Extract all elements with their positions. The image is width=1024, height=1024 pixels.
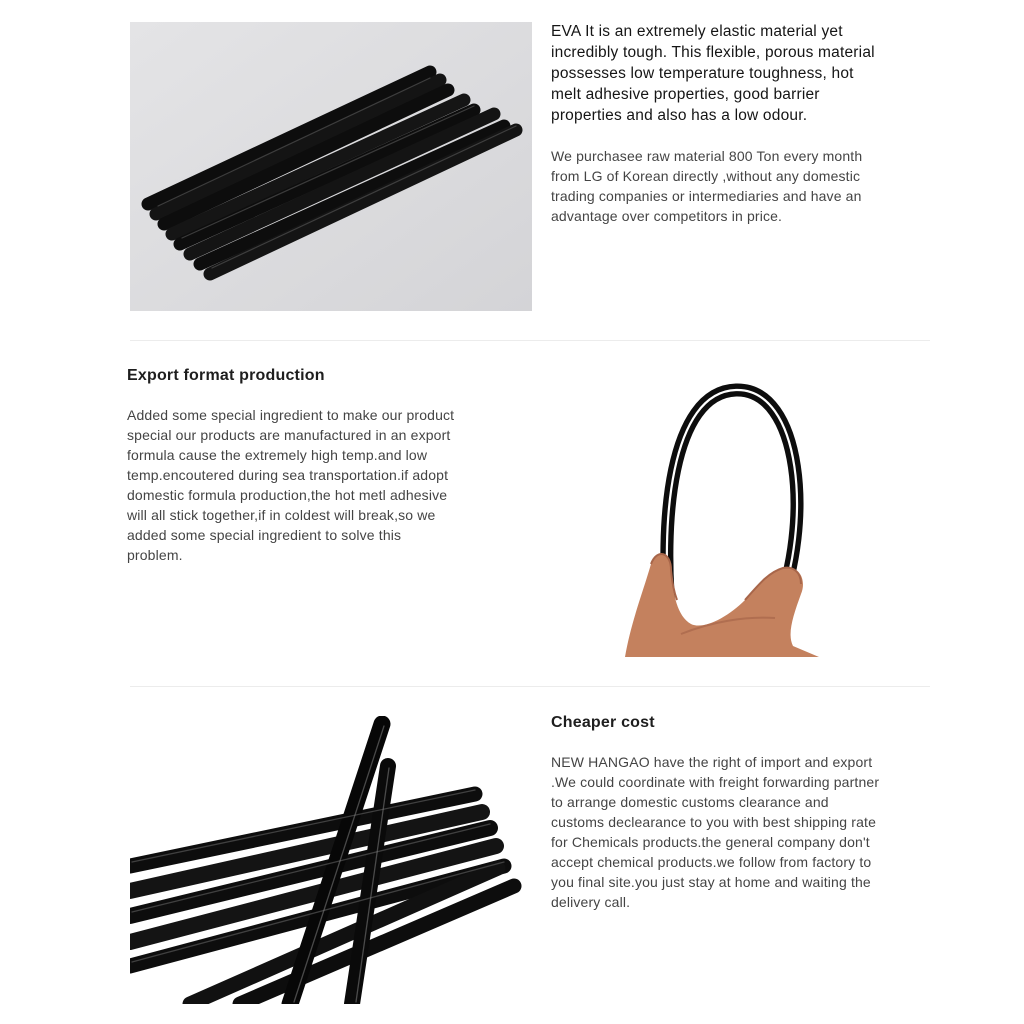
export-format-line: formula cause the extremely high temp.and low [127, 447, 428, 463]
glue-sticks-photo [130, 22, 532, 311]
export-format-line: added some special ingredient to solve this [127, 527, 402, 543]
cheaper-cost-heading: Cheaper cost [551, 714, 655, 731]
cheaper-cost-line: .We could coordinate with freight forwarding partner [551, 774, 880, 790]
eva-line: EVA It is an extremely elastic material yet [551, 23, 843, 40]
section-divider [130, 340, 930, 341]
section-export-format [127, 367, 527, 565]
eva-line: melt adhesive properties, good barrier [551, 86, 820, 103]
cheaper-cost-line: you final site.you just stay at home and waiting the [551, 874, 871, 890]
export-format-line: temp.encoutered during sea transportation.if adopt [127, 467, 449, 483]
export-format-heading: Export format production [127, 367, 325, 384]
eva-description [551, 21, 951, 126]
export-format-line: domestic formula production,the hot metl adhesive [127, 487, 448, 503]
bent-glue-stick-illustration [531, 372, 931, 657]
section-eva [551, 21, 951, 226]
raw-material-paragraph [551, 146, 951, 226]
cheaper-cost-line: delivery call. [551, 894, 631, 910]
export-format-paragraph [127, 405, 527, 565]
cheaper-cost-line: accept chemical products.we follow from factory to [551, 854, 872, 870]
export-format-line: problem. [127, 547, 183, 563]
cheaper-cost-line: for Chemicals products.the general company don't [551, 834, 870, 850]
eva-line: incredibly tough. This flexible, porous material [551, 44, 875, 61]
bent-glue-stick-photo [531, 372, 931, 657]
cheaper-cost-line: to arrange domestic customs clearance and [551, 794, 829, 810]
glue-sticks-closeup-photo [130, 716, 532, 1004]
eva-line: possesses low temperature toughness, hot [551, 65, 854, 82]
cheaper-cost-line: NEW HANGAO have the right of import and export [551, 754, 873, 770]
export-format-line: will all stick together,if in coldest will break,so we [127, 507, 436, 523]
section-cheaper-cost [551, 714, 971, 912]
raw-material-line: advantage over competitors in price. [551, 208, 783, 224]
glue-sticks-illustration [130, 22, 532, 311]
section-divider [130, 686, 930, 687]
eva-line: properties and also has a low odour. [551, 107, 808, 124]
raw-material-line: trading companies or intermediaries and have an [551, 188, 862, 204]
export-format-line: special our products are manufactured in an export [127, 427, 451, 443]
raw-material-line: from LG of Korean directly ,without any domestic [551, 168, 861, 184]
glue-sticks-closeup-illustration [130, 716, 532, 1004]
raw-material-line: We purchasee raw material 800 Ton every month [551, 148, 863, 164]
export-format-line: Added some special ingredient to make our product [127, 407, 455, 423]
cheaper-cost-line: customs declearance to you with best shipping rate [551, 814, 877, 830]
cheaper-cost-paragraph [551, 752, 971, 912]
